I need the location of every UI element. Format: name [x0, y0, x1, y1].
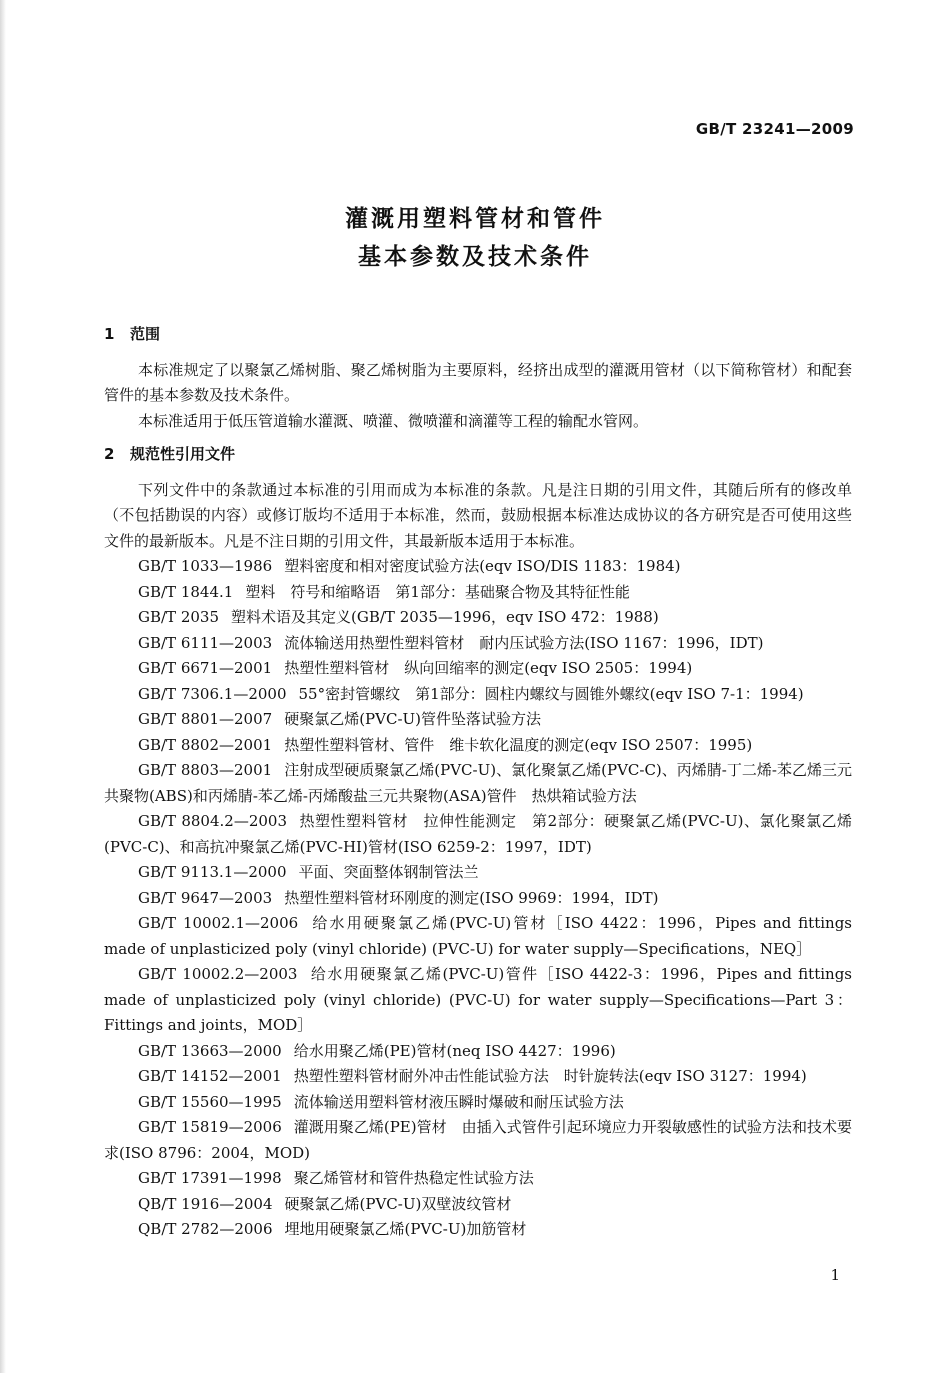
reference-item	[104, 682, 852, 708]
reference-item	[104, 758, 852, 809]
reference-title: 热塑性塑料管材 拉伸性能测定 第2部分：硬聚氯乙烯(PVC-U)、氯化聚氯乙烯(PVC-C)、和高抗冲聚氯乙烯(PVC-HI)管材(ISO 6259-2：1997，IDT)	[104, 812, 852, 856]
reference-code: GB/T 8803—2001	[138, 761, 273, 779]
reference-item	[104, 886, 852, 912]
reference-item	[104, 1192, 852, 1218]
section-number: 1	[104, 325, 115, 343]
reference-code: GB/T 7306.1—2000	[138, 684, 287, 703]
reference-title: 注射成型硬质聚氯乙烯(PVC-U)、氯化聚氯乙烯(PVC-C)、丙烯腈-丁二烯-苯乙烯三元共聚物(ABS)和丙烯腈-苯乙烯-丙烯酸盐三元共聚物(ASA)管件 热烘箱试验方法	[104, 761, 852, 805]
reference-item	[104, 1090, 852, 1116]
document-body	[104, 322, 852, 1243]
reference-item	[104, 1115, 852, 1166]
reference-title: 硬聚氯乙烯(PVC-U)双壁波纹管材	[284, 1194, 512, 1213]
reference-item	[104, 656, 852, 682]
reference-item	[104, 580, 852, 606]
reference-code: GB/T 9647—2003	[138, 888, 273, 907]
reference-title: 给水用硬聚氯乙烯(PVC-U)管材［ISO 4422：1996，Pipes and fittings made of unplasticized poly (vinyl chloride) (PVC-U) for water supply—Specifications，NEQ］	[104, 914, 852, 958]
reference-item	[104, 911, 852, 962]
reference-code: QB/T 1916—2004	[138, 1194, 273, 1213]
reference-item	[104, 1064, 852, 1090]
document-title	[0, 200, 950, 276]
reference-item	[104, 1166, 852, 1192]
reference-code: GB/T 17391—1998	[138, 1169, 282, 1187]
section-1-heading	[104, 322, 852, 348]
reference-title: 热塑性塑料管材环刚度的测定(ISO 9969：1994，IDT)	[284, 888, 659, 907]
paragraph: 本标准适用于低压管道输水灌溉、喷灌、微喷灌和滴灌等工程的输配水管网。	[138, 411, 649, 430]
section-2-heading	[104, 442, 852, 468]
reference-item	[104, 1217, 852, 1243]
reference-code: GB/T 15560—1995	[138, 1092, 282, 1111]
reference-title: 平面、突面整体钢制管法兰	[298, 863, 479, 881]
reference-item	[104, 733, 852, 759]
standard-code: GB/T 23241—2009	[695, 120, 854, 138]
reference-code: GB/T 1844.1	[138, 582, 234, 601]
reference-item	[104, 554, 852, 580]
reference-item	[104, 809, 852, 860]
reference-title: 55°密封管螺纹 第1部分：圆柱内螺纹与圆锥外螺纹(eqv ISO 7-1：1994)	[298, 684, 804, 703]
reference-item	[104, 1039, 852, 1065]
reference-item	[104, 860, 852, 886]
reference-title: 塑料密度和相对密度试验方法(eqv ISO/DIS 1183：1984)	[284, 557, 681, 575]
reference-code: GB/T 10002.2—2003	[138, 965, 298, 983]
reference-title: 硬聚氯乙烯(PVC-U)管件坠落试验方法	[284, 710, 542, 728]
reference-code: GB/T 6671—2001	[138, 659, 273, 677]
reference-code: GB/T 13663—2000	[138, 1041, 282, 1060]
reference-title: 埋地用硬聚氯乙烯(PVC-U)加筋管材	[284, 1220, 527, 1238]
reference-title: 给水用聚乙烯(PE)管材(neq ISO 4427：1996)	[293, 1041, 616, 1060]
reference-title: 热塑性塑料管材耐外冲击性能试验方法 时针旋转法(eqv ISO 3127：1994)	[293, 1067, 807, 1085]
reference-title: 塑料 符号和缩略语 第1部分：基础聚合物及其特征性能	[245, 582, 630, 601]
reference-code: GB/T 15819—2006	[138, 1118, 282, 1136]
reference-code: GB/T 1033—1986	[138, 557, 273, 575]
reference-code: GB/T 2035	[138, 608, 220, 626]
reference-code: GB/T 14152—2001	[138, 1067, 282, 1085]
reference-code: GB/T 6111—2003	[138, 633, 273, 652]
reference-code: GB/T 8801—2007	[138, 710, 273, 728]
reference-code: GB/T 10002.1—2006	[138, 914, 299, 932]
reference-title: 热塑性塑料管材、管件 维卡软化温度的测定(eqv ISO 2507：1995)	[284, 735, 753, 754]
reference-code: GB/T 8802—2001	[138, 735, 273, 754]
reference-item	[104, 962, 852, 1039]
page-number: 1	[830, 1266, 840, 1284]
reference-item	[104, 631, 852, 657]
reference-title: 聚乙烯管材和管件热稳定性试验方法	[293, 1169, 534, 1187]
reference-item	[104, 707, 852, 733]
title-line-2: 基本参数及技术条件	[358, 244, 592, 270]
reference-title: 灌溉用聚乙烯(PE)管材 由插入式管件引起环境应力开裂敏感性的试验方法和技术要求(ISO 8796：2004，MOD)	[104, 1118, 852, 1162]
reference-code: GB/T 8804.2—2003	[138, 812, 287, 830]
paragraph: 下列文件中的条款通过本标准的引用而成为本标准的条款。凡是注日期的引用文件，其随后所有的修改单（不包括勘误的内容）或修订版均不适用于本标准，然而，鼓励根据本标准达成协议的各方研究是否可使用这些文件的最新版本。凡是不注日期的引用文件，其最新版本适用于本标准。	[104, 480, 852, 550]
paragraph: 本标准规定了以聚氯乙烯树脂、聚乙烯树脂为主要原料，经挤出成型的灌溉用管材（以下简称管材）和配套管件的基本参数及技术条件。	[104, 360, 852, 404]
section-title: 规范性引用文件	[130, 445, 236, 463]
reference-title: 流体输送用塑料管材液压瞬时爆破和耐压试验方法	[293, 1092, 624, 1111]
reference-title: 塑料术语及其定义(GB/T 2035—1996，eqv ISO 472：1988)	[231, 608, 659, 626]
reference-title: 给水用硬聚氯乙烯(PVC-U)管件［ISO 4422-3：1996，Pipes and fittings made of unplasticized poly (vinyl chloride) (PVC-U) for water supply—Specifications—Part 3：Fittings and joints，MOD］	[104, 965, 852, 1034]
reference-title: 热塑性塑料管材 纵向回缩率的测定(eqv ISO 2505：1994)	[284, 659, 693, 677]
title-line-1: 灌溉用塑料管材和管件	[345, 206, 605, 232]
reference-code: GB/T 9113.1—2000	[138, 863, 287, 881]
reference-item	[104, 605, 852, 631]
reference-title: 流体输送用热塑性塑料管材 耐内压试验方法(ISO 1167：1996，IDT)	[284, 633, 764, 652]
section-title: 范围	[130, 325, 161, 343]
reference-list	[104, 554, 852, 1243]
reference-code: QB/T 2782—2006	[138, 1220, 273, 1238]
section-number: 2	[104, 445, 115, 463]
